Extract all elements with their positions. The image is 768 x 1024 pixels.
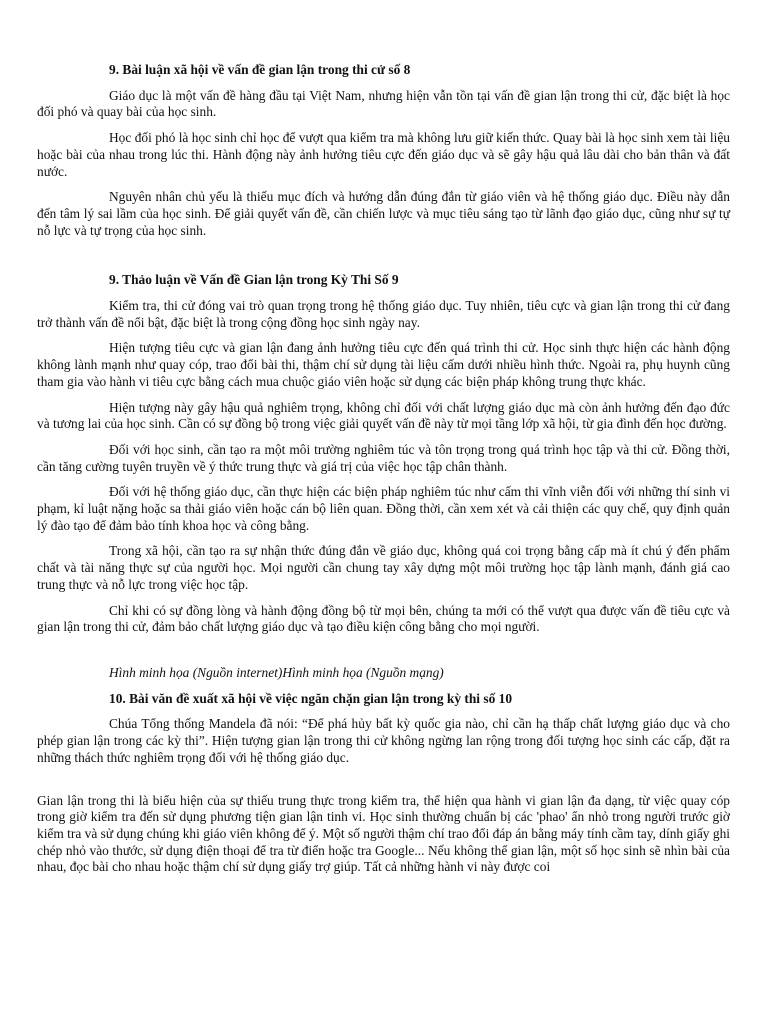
- spacer: [37, 248, 730, 272]
- section-9-paragraph-6: Trong xã hội, cần tạo ra sự nhận thức đúng đắn về giáo dục, không quá coi trọng bằng cấp mà ít chú ý đến phẩm chất và tài năng thực sự của người học. Mọi người cần chung tay xây dựng một môi trường học tập lành mạnh, đánh giá cao trung thực và nỗ lực trong việc học tập.: [37, 543, 730, 592]
- section-9-heading: 9. Thảo luận về Vấn đề Gian lận trong Kỳ Thi Số 9: [109, 272, 399, 288]
- section-9-paragraph-5: Đối với hệ thống giáo dục, cần thực hiện các biện pháp nghiêm túc như cấm thi vĩnh viễn đối với những thí sinh vi phạm, kỉ luật nặng hoặc sa thải giáo viên hoặc cán bộ liên quan. Đồng thời, cần xem xét và cải thiện các quy chế, quy định quản lý đào tạo để đảm bảo tính khoa học và công bằng.: [37, 484, 730, 533]
- spacer: [37, 645, 730, 665]
- section-8-paragraph-2: Học đối phó là học sinh chỉ học để vượt qua kiểm tra mà không lưu giữ kiến thức. Quay bài là học sinh xem tài liệu hoặc bài của nhau trong lúc thi. Hành động này ảnh hưởng tiêu cực đến giáo dục và sẽ gây hậu quả lâu dài cho bản thân và đất nước.: [37, 130, 730, 179]
- document-page: [37, 62, 730, 885]
- section-9-paragraph-7: Chỉ khi có sự đồng lòng và hành động đồng bộ từ mọi bên, chúng ta mới có thể vượt qua được vấn đề tiêu cực và gian lận trong thi cử, đảm bảo chất lượng giáo dục và tạo điều kiện công bằng cho mọi người.: [37, 602, 730, 635]
- section-8-heading: 9. Bài luận xã hội về vấn đề gian lận trong thi cử số 8: [109, 62, 411, 77]
- section-9-paragraph-2: Hiện tượng tiêu cực và gian lận đang ảnh hưởng tiêu cực đến quá trình thi cử. Học sinh thực hiện các hành động không lành mạnh như quay cóp, trao đổi bài thi, thậm chí sử dụng tài liệu cấm dưới nhiều hình thức. Ngoài ra, phụ huynh cũng tham gia vào hành vi tiêu cực bằng cách mua chuộc giáo viên hoặc sử dụng các biện pháp không trung thực khác.: [37, 340, 730, 389]
- section-8-paragraph-3: Nguyên nhân chủ yếu là thiếu mục đích và hướng dẫn đúng đắn từ giáo viên và hệ thống giáo dục. Điều này dẫn đến tâm lý sai lầm của học sinh. Để giải quyết vấn đề, cần chiến lược và mục tiêu sáng tạo từ lãnh đạo giáo dục, cũng như sự tự nỗ lực và tự trọng của học sinh.: [37, 189, 730, 238]
- section-10-body-text: Gian lận trong thi là biểu hiện của sự thiếu trung thực trong kiểm tra, thể hiện qua hành vi gian lận đa dạng, từ việc quay cóp trong giờ kiểm tra đến sử dụng phương tiện gian lận tinh vi. Học sinh thường chuẩn bị các 'phao' ẩn nhỏ trong người trước giờ kiểm tra và sử dụng chúng khi giáo viên không để ý. Một số người thậm chí trao đổi đáp án bằng máy tính cầm tay, dính giấy ghi chép nhỏ vào thước, sử dụng điện thoại để tra từ điển hoặc tra Google... Nếu không thể gian lận, một số học sinh sẽ nhìn bài của nhau, đọc bài cho nhau hoặc thậm chí sử dụng giấy trợ giúp. Tất cả những hành vi này được coi: [37, 792, 730, 875]
- section-10-heading: 10. Bài văn đề xuất xã hội về việc ngăn chặn gian lận trong kỳ thi số 10: [109, 690, 513, 706]
- section-10-paragraph-1: Chúa Tổng thống Mandela đã nói: “Để phá hủy bất kỳ quốc gia nào, chỉ cần hạ thấp chất lượng giáo dục và cho phép gian lận trong các kỳ thi”. Hiện tượng gian lận trong thi cử không ngừng lan rộng trong đối tượng học sinh các cấp, đặt ra những thách thức nghiêm trọng đối với hệ thống giáo dục.: [37, 716, 730, 765]
- spacer: [37, 776, 730, 793]
- section-9-paragraph-3: Hiện tượng này gây hậu quả nghiêm trọng, không chỉ đối với chất lượng giáo dục mà còn ảnh hưởng đến đạo đức và tương lai của học sinh. Cần có sự đồng bộ trong việc giải quyết vấn đề này từ mọi tầng lớp xã hội, từ gia đình đến học đường.: [37, 399, 730, 432]
- section-8-paragraph-1: Giáo dục là một vấn đề hàng đầu tại Việt Nam, nhưng hiện vẫn tồn tại vấn đề gian lận trong thi cử, đặc biệt là học đối phó và quay bài của học sinh.: [37, 87, 730, 120]
- section-9-paragraph-4: Đối với học sinh, cần tạo ra một môi trường nghiêm túc và tôn trọng trong quá trình học tập và thi cử. Đồng thời, cần tăng cường tuyên truyền về ý thức trung thực và giá trị của việc học tập chân thành.: [37, 441, 730, 474]
- image-caption: Hình minh họa (Nguồn internet)Hình minh họa (Nguồn mạng): [109, 664, 444, 680]
- section-9-paragraph-1: Kiểm tra, thi cử đóng vai trò quan trọng trong hệ thống giáo dục. Tuy nhiên, tiêu cực và gian lận trong thi cử đang trở thành vấn đề nổi bật, đặc biệt là trong cộng đồng học sinh ngày nay.: [37, 298, 730, 330]
